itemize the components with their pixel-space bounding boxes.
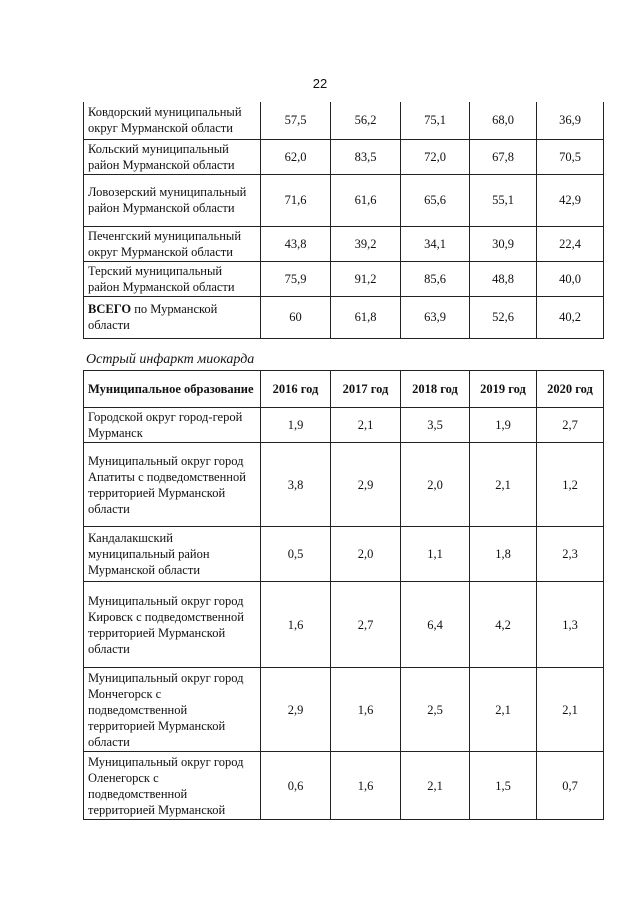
value-cell: 1,2 xyxy=(537,443,604,527)
value-cell: 2,7 xyxy=(331,582,401,668)
value-cell: 1,8 xyxy=(470,527,537,582)
value-cell: 1,9 xyxy=(261,408,331,443)
value-cell: 52,6 xyxy=(470,296,537,338)
mortality-table-continued xyxy=(83,102,604,339)
row-label: Муниципальный округ город Кировск с подведомственной территорией Мурманской области xyxy=(84,582,261,668)
table-body xyxy=(84,102,604,338)
table-row xyxy=(84,582,604,668)
value-cell: 1,9 xyxy=(470,408,537,443)
table-row xyxy=(84,261,604,296)
value-cell: 1,6 xyxy=(331,668,401,752)
value-cell: 2,1 xyxy=(537,668,604,752)
value-cell: 2,1 xyxy=(401,752,470,820)
value-cell: 75,9 xyxy=(261,261,331,296)
column-header-year: 2016 год xyxy=(261,371,331,408)
value-cell: 34,1 xyxy=(401,226,470,261)
section-title: Острый инфаркт миокарда xyxy=(86,352,255,367)
value-cell: 48,8 xyxy=(470,261,537,296)
value-cell: 2,7 xyxy=(537,408,604,443)
row-label: Муниципальный округ город Апатиты с подведомственной территорией Мурманской области xyxy=(84,443,261,527)
value-cell: 2,0 xyxy=(331,527,401,582)
value-cell: 1,3 xyxy=(537,582,604,668)
column-header-year: 2018 год xyxy=(401,371,470,408)
value-cell: 63,9 xyxy=(401,296,470,338)
row-label: Муниципальный округ город Оленегорск с подведомственной территорией Мурманской xyxy=(84,752,261,820)
value-cell: 3,5 xyxy=(401,408,470,443)
value-cell: 0,7 xyxy=(537,752,604,820)
total-row xyxy=(84,296,604,338)
total-label xyxy=(84,296,261,338)
value-cell: 40,0 xyxy=(537,261,604,296)
value-cell: 3,8 xyxy=(261,443,331,527)
total-label-bold: ВСЕГО xyxy=(88,302,132,316)
table-row xyxy=(84,668,604,752)
table-row xyxy=(84,752,604,820)
row-label: Терский муниципальный район Мурманской области xyxy=(84,261,261,296)
value-cell: 57,5 xyxy=(261,102,331,139)
value-cell: 61,8 xyxy=(331,296,401,338)
value-cell: 68,0 xyxy=(470,102,537,139)
total-label-rest: по Мурманской области xyxy=(88,302,218,332)
value-cell: 62,0 xyxy=(261,139,331,174)
value-cell: 2,9 xyxy=(261,668,331,752)
table-row xyxy=(84,527,604,582)
value-cell: 6,4 xyxy=(401,582,470,668)
value-cell: 42,9 xyxy=(537,174,604,226)
value-cell: 2,9 xyxy=(331,443,401,527)
page-number: 22 xyxy=(312,76,328,91)
value-cell: 2,0 xyxy=(401,443,470,527)
value-cell: 39,2 xyxy=(331,226,401,261)
table-row xyxy=(84,443,604,527)
value-cell: 0,6 xyxy=(261,752,331,820)
value-cell: 70,5 xyxy=(537,139,604,174)
table-row xyxy=(84,408,604,443)
column-header-year: 2017 год xyxy=(331,371,401,408)
row-label: Кандалакшский муниципальный район Мурманской области xyxy=(84,527,261,582)
row-label: Городской округ город-герой Мурманск xyxy=(84,408,261,443)
column-header-municipality: Муниципальное образование xyxy=(84,371,261,408)
value-cell: 1,5 xyxy=(470,752,537,820)
table-row xyxy=(84,174,604,226)
value-cell: 2,1 xyxy=(331,408,401,443)
value-cell: 65,6 xyxy=(401,174,470,226)
row-label: Кольский муниципальный район Мурманской области xyxy=(84,139,261,174)
value-cell: 91,2 xyxy=(331,261,401,296)
value-cell: 2,1 xyxy=(470,668,537,752)
value-cell: 4,2 xyxy=(470,582,537,668)
row-label: Ковдорский муниципальный округ Мурманской области xyxy=(84,102,261,139)
value-cell: 67,8 xyxy=(470,139,537,174)
value-cell: 1,1 xyxy=(401,527,470,582)
table-header xyxy=(84,371,604,408)
value-cell: 61,6 xyxy=(331,174,401,226)
column-header-year: 2020 год xyxy=(537,371,604,408)
value-cell: 72,0 xyxy=(401,139,470,174)
value-cell: 60 xyxy=(261,296,331,338)
column-header-year: 2019 год xyxy=(470,371,537,408)
value-cell: 43,8 xyxy=(261,226,331,261)
value-cell: 2,5 xyxy=(401,668,470,752)
value-cell: 85,6 xyxy=(401,261,470,296)
value-cell: 2,1 xyxy=(470,443,537,527)
value-cell: 75,1 xyxy=(401,102,470,139)
row-label: Печенгский муниципальный округ Мурманской области xyxy=(84,226,261,261)
table-body xyxy=(84,408,604,820)
value-cell: 83,5 xyxy=(331,139,401,174)
table-row xyxy=(84,102,604,139)
row-label: Муниципальный округ город Мончегорск с подведомственной территорией Мурманской области xyxy=(84,668,261,752)
table-row xyxy=(84,139,604,174)
value-cell: 22,4 xyxy=(537,226,604,261)
value-cell: 40,2 xyxy=(537,296,604,338)
header-row xyxy=(84,371,604,408)
value-cell: 56,2 xyxy=(331,102,401,139)
value-cell: 55,1 xyxy=(470,174,537,226)
value-cell: 71,6 xyxy=(261,174,331,226)
value-cell: 0,5 xyxy=(261,527,331,582)
value-cell: 1,6 xyxy=(331,752,401,820)
value-cell: 30,9 xyxy=(470,226,537,261)
value-cell: 36,9 xyxy=(537,102,604,139)
table-row xyxy=(84,226,604,261)
value-cell: 2,3 xyxy=(537,527,604,582)
value-cell: 1,6 xyxy=(261,582,331,668)
myocardial-infarction-table xyxy=(83,370,604,820)
row-label: Ловозерский муниципальный район Мурманской области xyxy=(84,174,261,226)
